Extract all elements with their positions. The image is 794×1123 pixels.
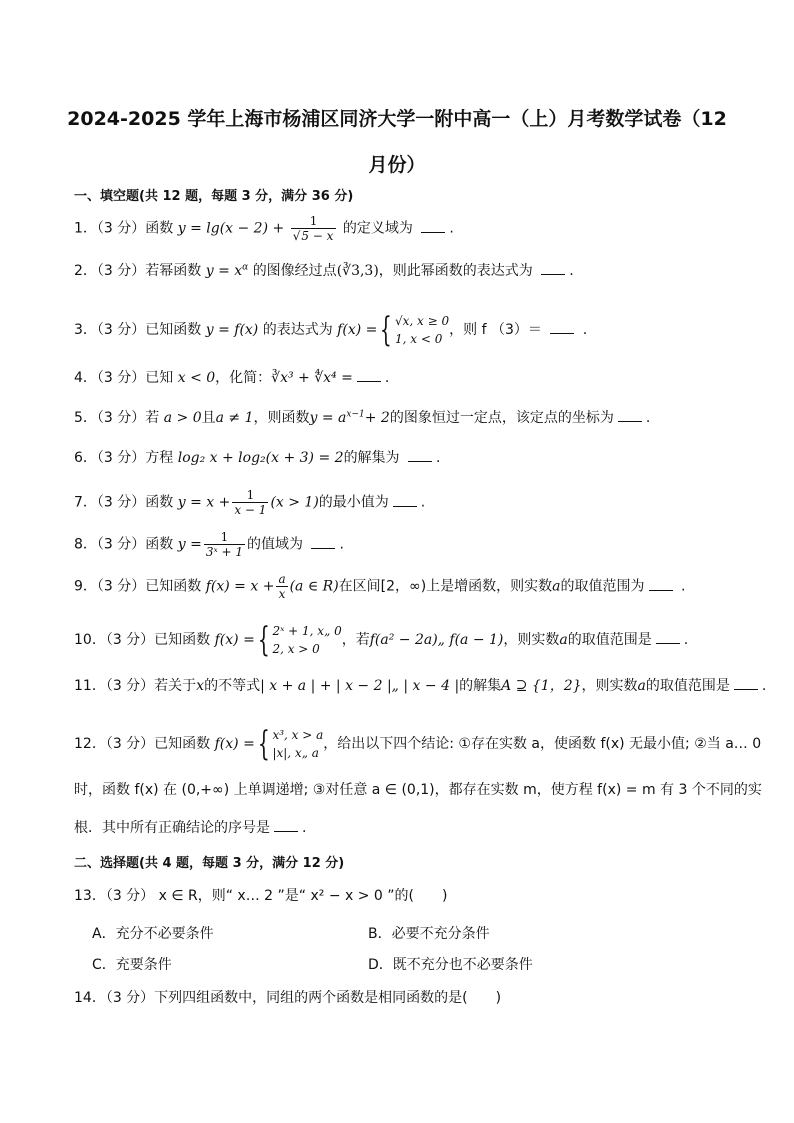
question-12	[74, 724, 762, 764]
q9-frac-den: x	[278, 587, 286, 601]
q5-expr-tail: + 2	[364, 410, 390, 426]
q9-frac-num: a	[278, 572, 286, 586]
q6-suffix: 的解集为	[343, 450, 400, 466]
q5-suffix: 的图象恒过一定点，该定点的坐标为	[389, 410, 614, 426]
q5-cond-2: a ≠ 1	[215, 410, 254, 426]
q12-line-1: ，给出以下四个结论: ①存在实数 a，使函数 f(x) 无最小值; ②当 a… 0	[323, 736, 762, 752]
q11-var: x	[196, 678, 205, 694]
q4-prefix: 4．（3 分）已知	[74, 370, 174, 386]
q10-expr-b: f(x) =	[214, 632, 255, 648]
q6-expr: log₂ x + log₂(x + 3) = 2	[177, 450, 344, 466]
answer-blank[interactable]	[421, 220, 445, 233]
q8-expr: y =	[177, 536, 202, 553]
q10-mid2: ，则实数	[503, 632, 560, 648]
q3-mid: 的表达式为	[262, 322, 333, 338]
question-2: 2．（3 分）若幂函数 $y = x^\alpha$ 的图像经过点(∛3,3)，则此幂函数的表达式为 .	[74, 262, 574, 279]
q10-var: a	[559, 632, 568, 648]
q10-mid: ，若	[341, 632, 370, 648]
q11-set: A ⊇ {1，2}	[501, 678, 582, 694]
q3-piecewise	[395, 312, 449, 348]
question-5: 5．（3 分）若 a > 0且a ≠ 1，则函数$y = a^{x-1}+ 2$的图象恒过一定点，该定点的坐标为 .	[74, 409, 651, 426]
q9-suffix: 的取值范围为	[560, 578, 645, 595]
question-13: 13．（3 分） x ∈ R，则“ x… 2 ”是“ x² − x > 0 ”的( )	[74, 888, 448, 904]
q10-piecewise	[272, 622, 341, 658]
q8-suffix: 的值域为	[247, 536, 304, 553]
q3-suffix: ，则 f （3）＝	[449, 322, 542, 338]
answer-blank[interactable]	[357, 369, 381, 382]
title-line-2: 月份）	[368, 154, 426, 176]
q11-mid2: 的解集	[459, 678, 502, 694]
q10-case-1: 2ˣ + 1, x„ 0	[272, 624, 342, 638]
q10-suffix: 的取值范围是	[567, 632, 652, 648]
answer-blank[interactable]	[274, 819, 298, 832]
q11-var2: a	[637, 678, 646, 694]
q1-frac-num: 1	[291, 214, 337, 229]
answer-blank[interactable]	[649, 578, 673, 591]
question-9: 9．（3 分）已知函数 f(x) = x + $\frac{a}{x}$ (a ∈ R)在区间[2，∞)上是增函数，则实数a的取值范围为 .	[74, 572, 686, 601]
answer-blank[interactable]	[393, 494, 417, 507]
q5-mid: ，则函数	[253, 410, 310, 426]
q10-expr: f(a² − 2a)„ f(a − 1)	[369, 632, 504, 648]
q8-fraction	[204, 530, 245, 559]
left-brace: {	[380, 310, 393, 350]
q8-frac-den: 3ˣ + 1	[205, 545, 244, 559]
option-d[interactable]: D．既不充分也不必要条件	[368, 957, 533, 973]
q9-expr: f(x) = x +	[205, 578, 275, 595]
q3-case-1: √x, x ≥ 0	[395, 314, 450, 328]
q8-frac-num: 1	[204, 530, 245, 545]
q11-expr: | x + a | + | x − 2 |„ | x − 4 |	[260, 678, 460, 694]
q12-prefix: 12．（3 分）已知函数	[74, 736, 211, 752]
answer-blank[interactable]	[656, 631, 680, 644]
page-title	[60, 96, 734, 188]
q12-line-3: 根．其中所有正确结论的序号是	[74, 820, 270, 836]
q9-condition: (a ∈ R)	[289, 578, 339, 595]
title-line-1: 2024-2025 学年上海市杨浦区同济大学一附中高一（上）月考数学试卷（12	[67, 108, 727, 130]
q4-expr: ∛x³ + ∜x⁴ =	[271, 370, 353, 386]
answer-blank[interactable]	[408, 449, 432, 462]
q12-case-1: x³, x > a	[272, 728, 324, 742]
answer-blank[interactable]	[311, 536, 335, 549]
question-10: 10．（3 分）已知函数 f(x) ={ 2ˣ + 1, x„ 0 2, x > 0 ，若f(a² − 2a)„ f(a − 1)，则实数a的取值范围是 .	[74, 620, 689, 660]
q3-expr-b: f(x) =	[337, 322, 378, 338]
option-a[interactable]: A．充分不必要条件	[92, 926, 214, 942]
q7-frac-den: x − 1	[234, 503, 267, 517]
question-4: 4．（3 分）已知 x < 0，化简：∛x³ + ∜x⁴ = .	[74, 370, 390, 386]
q12-expr-b: f(x) =	[214, 736, 255, 752]
q10-prefix: 10．（3 分）已知函数	[74, 632, 211, 648]
answer-blank[interactable]	[550, 321, 574, 334]
q2-mid: 的图像经过点	[252, 263, 337, 279]
q1-suffix: 的定义域为	[342, 220, 413, 237]
q11-suffix: 的取值范围是	[645, 678, 730, 694]
left-brace: {	[257, 724, 270, 764]
q3-expr-a: y = f(x)	[205, 322, 259, 338]
q4-condition: x < 0	[177, 370, 216, 386]
q1-expr: y = lg(x − 2) +	[177, 220, 285, 237]
answer-blank[interactable]	[734, 677, 758, 690]
left-brace: {	[257, 620, 270, 660]
q6-prefix: 6．（3 分）方程	[74, 450, 174, 466]
q2-prefix: 2．（3 分）若幂函数	[74, 263, 202, 279]
question-3: 3．（3 分）已知函数 y = f(x) 的表达式为 f(x) ={ √x, x ≥ 0 1, x < 0 ，则 f （3）＝ .	[74, 310, 588, 350]
q7-frac-num: 1	[232, 488, 268, 503]
q1-frac-den: 5 − x	[301, 229, 334, 243]
q7-condition: (x > 1)	[270, 494, 319, 511]
q5-expr: y = a	[309, 410, 347, 426]
question-6: 6．（3 分）方程 log₂ x + log₂(x + 3) = 2的解集为 .	[74, 450, 441, 466]
answer-blank[interactable]	[541, 262, 565, 275]
q5-cond-1: a > 0	[163, 410, 202, 426]
q2-exponent: α	[242, 262, 249, 273]
q7-suffix: 的最小值为	[318, 494, 389, 511]
q3-case-2: 1, x < 0	[395, 332, 443, 346]
option-b[interactable]: B．必要不充分条件	[368, 926, 490, 942]
q10-case-2: 2, x > 0	[272, 642, 320, 656]
q5-and: 且	[201, 410, 216, 426]
q5-prefix: 5．（3 分）若	[74, 410, 160, 426]
q2-point: (∛3,3)	[336, 263, 379, 279]
q2-suffix: ，则此幂函数的表达式为	[378, 263, 533, 279]
question-11: 11．（3 分）若关于x的不等式| x + a | + | x − 2 |„ | x − 4 |的解集A ⊇ {1，2}，则实数a的取值范围是 .	[74, 678, 767, 694]
q11-prefix: 11．（3 分）若关于	[74, 678, 197, 694]
question-8: 8．（3 分）函数 y = $\frac{1}{\text{3ˣ + 1}}$ 的值域为 .	[74, 530, 344, 559]
q7-prefix: 7．（3 分）函数	[74, 494, 174, 511]
question-12-line-2: 时，函数 f(x) 在 (0,+∞) 上单调递增; ③对任意 a ∈ (0,1)，都存在实数 m，使方程 f(x) = m 有 3 个不同的实	[74, 782, 762, 798]
q9-mid: 在区间[2，∞)上是增函数，则实数	[338, 578, 553, 595]
q11-mid3: ，则实数	[581, 678, 638, 694]
answer-blank[interactable]	[618, 409, 642, 422]
option-c[interactable]: C．充要条件	[92, 957, 172, 973]
q9-fraction	[276, 572, 287, 601]
q1-prefix: 1．（3 分）函数	[74, 220, 174, 237]
q12-piecewise	[272, 726, 323, 762]
question-7: 7．（3 分）函数 y = x + $\frac{1}{x - 1}$ (x > 1)的最小值为 .	[74, 488, 426, 517]
q7-expr: y = x +	[177, 494, 231, 511]
q4-mid: ，化简：	[215, 370, 272, 386]
q11-mid: 的不等式	[204, 678, 261, 694]
question-1: 1．（3 分）函数 y = lg(x − 2) + $\frac{1}{√5 - x}$ 的定义域为 .	[74, 214, 454, 243]
section-heading-fill-in: 一、填空题(共 12 题，每题 3 分，满分 36 分)	[74, 189, 354, 204]
q9-var: a	[552, 578, 561, 595]
q9-prefix: 9．（3 分）已知函数	[74, 578, 202, 595]
q3-prefix: 3．（3 分）已知函数	[74, 322, 202, 338]
q2-expr: y = x	[205, 263, 243, 279]
q5-exponent: x−1	[346, 409, 365, 420]
q1-fraction: $\frac{1}{√5 - x}$	[291, 214, 337, 243]
q7-fraction	[232, 488, 268, 517]
q12-case-2: |x|, x„ a	[272, 746, 319, 760]
section-heading-choice: 二、选择题(共 4 题，每题 3 分，满分 12 分)	[74, 856, 345, 871]
question-12-line-3: 根．其中所有正确结论的序号是 .	[74, 820, 307, 836]
question-14: 14．（3 分）下列四组函数中，同组的两个函数是相同函数的是( )	[74, 990, 502, 1006]
q8-prefix: 8．（3 分）函数	[74, 536, 174, 553]
